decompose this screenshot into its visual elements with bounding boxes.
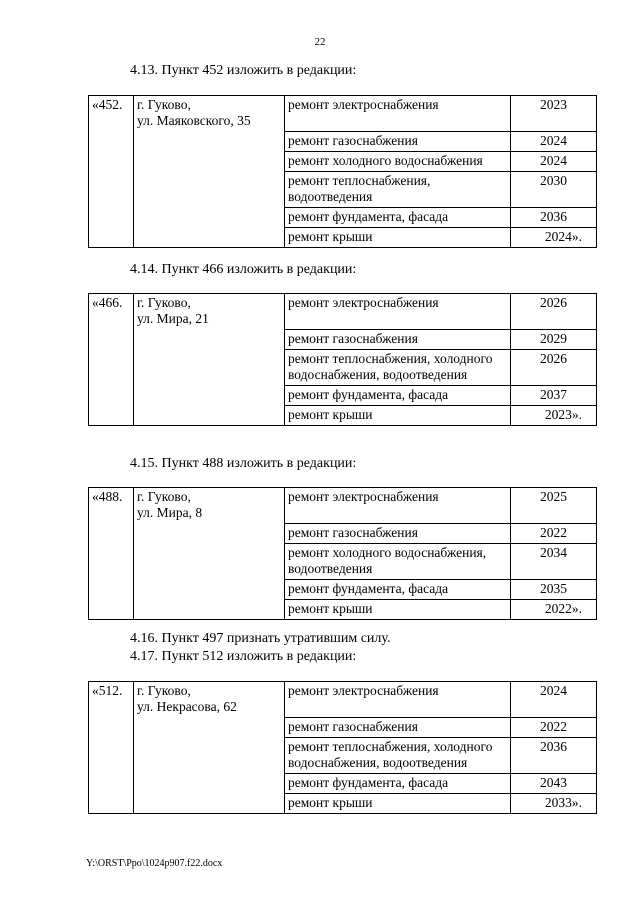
section-heading: 4.14. Пункт 466 изложить в редакции:: [130, 262, 357, 277]
item-number-cell: [89, 682, 134, 718]
address-cell: [134, 579, 285, 599]
year-cell: 2033».: [511, 793, 597, 813]
work-type-cell: ремонт теплоснабжения, холодного водоснабжения, водоотведения: [285, 349, 511, 385]
work-type-cell: ремонт электроснабжения: [285, 682, 511, 718]
file-path-footer: Y:\ORST\Ppo\1024p907.f22.docx: [86, 858, 223, 869]
item-number-cell: [89, 737, 134, 773]
section-heading: 4.15. Пункт 488 изложить в редакции:: [130, 456, 357, 471]
table-row: [89, 227, 597, 247]
item-number-cell: [89, 543, 134, 579]
work-type-cell: ремонт холодного водоснабжения: [285, 151, 511, 171]
item-number-cell: [89, 405, 134, 425]
address-city: г. Гуково,: [137, 683, 191, 698]
table-row: [89, 488, 597, 524]
work-type-cell: ремонт газоснабжения: [285, 329, 511, 349]
address-cell: [134, 385, 285, 405]
work-type-cell: ремонт газоснабжения: [285, 131, 511, 151]
amendment-table: [88, 293, 597, 426]
work-type-cell: ремонт газоснабжения: [285, 523, 511, 543]
item-number: «452.: [92, 97, 123, 112]
address-cell: [134, 523, 285, 543]
work-type-cell: ремонт электроснабжения: [285, 488, 511, 524]
item-number-cell: [89, 171, 134, 207]
work-type-cell: ремонт крыши: [285, 405, 511, 425]
table-row: [89, 349, 597, 385]
year-cell: 2026: [511, 294, 597, 330]
work-type-cell: ремонт холодного водоснабжения, водоотведения: [285, 543, 511, 579]
amendment-table: [88, 487, 597, 620]
address-city: г. Гуково,: [137, 97, 191, 112]
address-street: ул. Мира, 21: [137, 311, 209, 326]
address-cell: [134, 793, 285, 813]
year-cell: 2029: [511, 329, 597, 349]
year-cell: 2024: [511, 682, 597, 718]
item-number: «466.: [92, 295, 123, 310]
work-type-cell: ремонт электроснабжения: [285, 294, 511, 330]
table-row: [89, 579, 597, 599]
year-cell: 2036: [511, 207, 597, 227]
item-number-cell: [89, 131, 134, 151]
year-cell: 2025: [511, 488, 597, 524]
work-type-cell: ремонт фундамента, фасада: [285, 579, 511, 599]
amendment-table: [88, 681, 597, 814]
page-number: 22: [314, 36, 326, 48]
item-number-cell: [89, 488, 134, 524]
work-type-cell: ремонт теплоснабжения, холодного водоснабжения, водоотведения: [285, 737, 511, 773]
address-street: ул. Некрасова, 62: [137, 699, 237, 714]
item-number-cell: [89, 227, 134, 247]
address-cell: [134, 131, 285, 151]
table-row: [89, 523, 597, 543]
address-street: ул. Маяковского, 35: [137, 113, 251, 128]
table-row: [89, 773, 597, 793]
year-cell: 2023».: [511, 405, 597, 425]
year-cell: 2036: [511, 737, 597, 773]
address-cell: [134, 543, 285, 579]
year-cell: 2043: [511, 773, 597, 793]
item-number-cell: [89, 793, 134, 813]
item-number-cell: [89, 717, 134, 737]
work-type-cell: ремонт фундамента, фасада: [285, 207, 511, 227]
year-cell: 2024: [511, 131, 597, 151]
work-type-cell: ремонт фундамента, фасада: [285, 773, 511, 793]
item-number-cell: [89, 294, 134, 330]
section-heading: 4.17. Пункт 512 изложить в редакции:: [130, 649, 357, 664]
address-city: г. Гуково,: [137, 295, 191, 310]
section-heading: 4.13. Пункт 452 изложить в редакции:: [130, 63, 357, 78]
address-cell: [134, 294, 285, 330]
item-number-cell: [89, 599, 134, 619]
table-row: [89, 385, 597, 405]
table-row: [89, 405, 597, 425]
address-cell: [134, 682, 285, 718]
table-row: [89, 171, 597, 207]
address-cell: [134, 96, 285, 132]
table-row: [89, 599, 597, 619]
address-street: ул. Мира, 8: [137, 505, 203, 520]
address-cell: [134, 737, 285, 773]
year-cell: 2022: [511, 717, 597, 737]
work-type-cell: ремонт крыши: [285, 227, 511, 247]
table-row: [89, 717, 597, 737]
work-type-cell: ремонт электроснабжения: [285, 96, 511, 132]
table-row: [89, 96, 597, 132]
item-number: «488.: [92, 489, 123, 504]
address-cell: [134, 717, 285, 737]
address-cell: [134, 171, 285, 207]
address-cell: [134, 151, 285, 171]
year-cell: 2030: [511, 171, 597, 207]
item-number-cell: [89, 349, 134, 385]
address-cell: [134, 488, 285, 524]
item-number-cell: [89, 773, 134, 793]
year-cell: 2024».: [511, 227, 597, 247]
work-type-cell: ремонт фундамента, фасада: [285, 385, 511, 405]
address-cell: [134, 207, 285, 227]
year-cell: 2026: [511, 349, 597, 385]
table-row: [89, 329, 597, 349]
year-cell: 2023: [511, 96, 597, 132]
year-cell: 2024: [511, 151, 597, 171]
year-cell: 2022».: [511, 599, 597, 619]
table-row: [89, 543, 597, 579]
table-row: [89, 793, 597, 813]
item-number-cell: [89, 385, 134, 405]
repeal-paragraph: 4.16. Пункт 497 признать утратившим силу.: [130, 631, 391, 646]
address-cell: [134, 329, 285, 349]
table-row: [89, 737, 597, 773]
address-cell: [134, 773, 285, 793]
amendment-table: [88, 95, 597, 248]
table-row: [89, 151, 597, 171]
item-number: «512.: [92, 683, 123, 698]
work-type-cell: ремонт теплоснабжения, водоотведения: [285, 171, 511, 207]
work-type-cell: ремонт крыши: [285, 599, 511, 619]
table-row: [89, 207, 597, 227]
address-city: г. Гуково,: [137, 489, 191, 504]
table-row: [89, 682, 597, 718]
item-number-cell: [89, 207, 134, 227]
address-cell: [134, 599, 285, 619]
address-cell: [134, 227, 285, 247]
address-cell: [134, 405, 285, 425]
year-cell: 2035: [511, 579, 597, 599]
address-cell: [134, 349, 285, 385]
item-number-cell: [89, 329, 134, 349]
year-cell: 2037: [511, 385, 597, 405]
item-number-cell: [89, 579, 134, 599]
year-cell: 2022: [511, 523, 597, 543]
table-row: [89, 131, 597, 151]
table-row: [89, 294, 597, 330]
work-type-cell: ремонт крыши: [285, 793, 511, 813]
work-type-cell: ремонт газоснабжения: [285, 717, 511, 737]
year-cell: 2034: [511, 543, 597, 579]
item-number-cell: [89, 523, 134, 543]
item-number-cell: [89, 96, 134, 132]
item-number-cell: [89, 151, 134, 171]
